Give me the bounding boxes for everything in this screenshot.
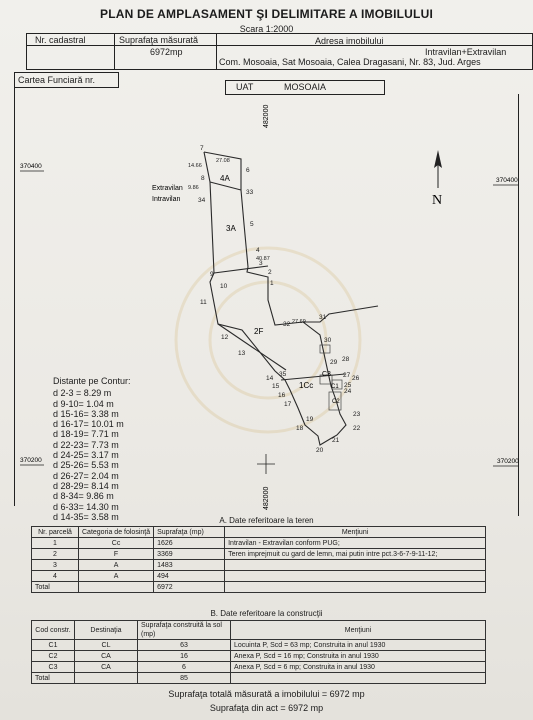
point-3: 3 [259, 260, 263, 267]
suprafata-label: Suprafaţa măsurată [119, 35, 199, 45]
point-27: 27 [343, 372, 351, 379]
table-cell: Cc [79, 538, 154, 549]
table-row [32, 538, 486, 549]
distance-item: d 6-33= 14.30 m [53, 501, 119, 512]
point-8: 8 [201, 175, 205, 182]
table-cell: 2 [32, 549, 79, 560]
point-4: 4 [256, 247, 260, 254]
table-cell: C2 [32, 651, 75, 662]
point-1: 1 [270, 280, 274, 287]
grid-x-bottom: 482000 [263, 486, 270, 510]
parcel-3a: 3A [226, 224, 236, 233]
point-29: 29 [330, 359, 338, 366]
edge-10-35: 40.87 [256, 256, 270, 262]
distance-item: d 26-27= 2.04 m [53, 470, 119, 481]
extravilan-label: Extravilan [152, 185, 183, 192]
header-table [26, 33, 533, 70]
point-19: 19 [306, 416, 314, 423]
distance-item: d 14-35= 3.58 m [53, 511, 119, 522]
table-cell: 494 [154, 571, 225, 582]
adresa-value: Com. Mosoaia, Sat Mosoaia, Calea Dragasani, Nr. 83, Jud. Arges [219, 57, 481, 67]
point-24: 24 [344, 388, 352, 395]
point-25: 25 [344, 382, 352, 389]
parcel-4a: 4A [220, 174, 230, 183]
point-35: 35 [279, 371, 287, 378]
point-22: 22 [353, 425, 361, 432]
table-cell: 6 [138, 662, 231, 673]
table-row [32, 571, 486, 582]
grid-y-left-top: 370400 [20, 163, 42, 170]
distance-item: d 25-26= 5.53 m [53, 460, 119, 471]
header-cell: Suprafaţa (mp) [154, 527, 225, 538]
table-cell [225, 571, 486, 582]
table-cell: Anexa P, Scd = 16 mp; Construita in anul 1930 [231, 651, 486, 662]
table-row [32, 651, 486, 662]
table-cell: 3369 [154, 549, 225, 560]
point-13: 13 [238, 350, 246, 357]
point-28: 28 [342, 356, 350, 363]
table-cell: 63 [138, 640, 231, 651]
header-cell: Destinaţia [75, 621, 138, 640]
point-10: 10 [220, 283, 228, 290]
table-cell: 1 [32, 538, 79, 549]
table-row [32, 640, 486, 651]
distance-item: d 16-17= 10.01 m [53, 419, 124, 430]
table-header-row [32, 527, 486, 538]
distances-title: Distante pe Contur: [53, 376, 131, 386]
point-16: 16 [278, 392, 286, 399]
point-9: 9 [210, 271, 214, 278]
table-cell: A [79, 560, 154, 571]
table-cell: Teren imprejmuit cu gard de lemn, mai putin intre pct.3-6-7-9-11-12; [225, 549, 486, 560]
table-total-row [32, 673, 486, 684]
point-31: 31 [319, 314, 327, 321]
total-label: Total [32, 673, 75, 684]
table-cell: Anexa P, Scd = 6 mp; Construita in anul 1930 [231, 662, 486, 673]
point-18: 18 [296, 425, 304, 432]
table-cell: 1626 [154, 538, 225, 549]
point-34: 34 [198, 197, 206, 204]
point-2: 2 [268, 269, 272, 276]
uat-label: UAT [236, 82, 254, 92]
table-cell: CA [75, 662, 138, 673]
point-15: 15 [272, 383, 280, 390]
table-cell: Intravilan - Extravilan conform PUG; [225, 538, 486, 549]
grid-y-right-top: 370400 [496, 177, 518, 184]
point-7: 7 [200, 145, 204, 152]
construction-c3: C3 [322, 371, 331, 378]
table-cell: C3 [32, 662, 75, 673]
table-cell: C1 [32, 640, 75, 651]
header-cell: Menţiuni [231, 621, 486, 640]
intravilan-label-plan: Intravilan [152, 196, 181, 203]
table-row [32, 560, 486, 571]
grid-x-top: 482000 [263, 104, 270, 128]
total-value: 85 [138, 673, 231, 684]
table-cell: 1483 [154, 560, 225, 571]
distance-item: d 8-34= 9.86 m [53, 491, 114, 502]
table-cell: CA [75, 651, 138, 662]
table-a [31, 526, 486, 593]
distance-item: d 9-10= 1.04 m [53, 398, 114, 409]
table-row [32, 662, 486, 673]
distance-item: d 22-23= 7.73 m [53, 439, 119, 450]
table-cell: 3 [32, 560, 79, 571]
table-cell: 16 [138, 651, 231, 662]
distance-item: d 28-29= 8.14 m [53, 480, 119, 491]
point-labels [198, 145, 361, 454]
point-12: 12 [221, 334, 229, 341]
parcel-2f: 2F [254, 327, 264, 336]
table-row [32, 549, 486, 560]
point-30: 30 [324, 337, 332, 344]
summary-act: Suprafaţa din act = 6972 mp [209, 703, 324, 713]
header-cell: Menţiuni [225, 527, 486, 538]
total-label: Total [32, 582, 79, 593]
distances-panel [53, 376, 131, 522]
edge-9-86: 9.86 [188, 185, 199, 191]
grid-y-left-bottom: 370200 [20, 457, 42, 464]
header-cell: Suprafaţa construită la sol (mp) [138, 621, 231, 640]
scale-label: Scara 1:2000 [239, 24, 294, 34]
north-label: N [432, 193, 443, 208]
table-total-row [32, 582, 486, 593]
suprafata-value: 6972mp [150, 47, 183, 57]
table-header-row [32, 621, 486, 640]
nr-cadastral-label: Nr. cadastral [35, 35, 86, 45]
header-cell: Categoria de folosinţă [79, 527, 154, 538]
point-21: 21 [332, 437, 340, 444]
point-14: 14 [266, 375, 274, 382]
table-cell: 4 [32, 571, 79, 582]
point-11: 11 [200, 299, 207, 306]
total-value: 6972 [154, 582, 225, 593]
point-32: 32 [283, 321, 291, 328]
table-b [31, 620, 486, 684]
table-b-title: B. Date referitoare la construcţii [210, 609, 323, 618]
document-title: PLAN DE AMPLASAMENT ŞI DELIMITARE A IMOBILULUI [100, 7, 433, 21]
summary-measured: Suprafaţa totală măsurată a imobilului = 6972 mp [168, 689, 365, 699]
table-cell: A [79, 571, 154, 582]
table-cell: CL [75, 640, 138, 651]
grid-y-right-bottom: 370200 [497, 458, 519, 465]
distance-item: d 24-25= 3.17 m [53, 450, 119, 461]
point-17: 17 [284, 401, 292, 408]
construction-c1: C1 [331, 384, 339, 390]
north-arrow-icon [434, 150, 442, 188]
table-cell: F [79, 549, 154, 560]
header-cell: Nr. parcelă [32, 527, 79, 538]
distance-item: d 15-16= 3.38 m [53, 408, 119, 419]
point-23: 23 [353, 411, 361, 418]
point-20: 20 [316, 447, 324, 454]
point-6: 6 [246, 167, 250, 174]
point-5: 5 [250, 221, 254, 228]
point-26: 26 [352, 375, 360, 382]
carte-funciara-label: Cartea Funciară nr. [14, 72, 119, 88]
parcel-1cc: 1Cc [299, 381, 314, 390]
edge-27-08: 27.08 [216, 158, 230, 164]
point-33: 33 [246, 189, 254, 196]
table-cell [225, 560, 486, 571]
construction-c2: C2 [332, 399, 340, 405]
intravilan-label: Intravilan+Extravilan [425, 47, 507, 57]
uat-value: MOSOAIA [284, 82, 327, 92]
edge-27-69: 27.69 [292, 319, 306, 325]
distance-item: d 2-3 = 8.29 m [53, 388, 112, 399]
table-a-title: A. Date referitoare la teren [219, 516, 314, 525]
adresa-label: Adresa imobilului [315, 36, 384, 46]
table-cell: Locuinta P, Scd = 63 mp; Construita in anul 1930 [231, 640, 486, 651]
edge-14-66: 14.66 [188, 163, 202, 169]
header-cell: Cod constr. [32, 621, 75, 640]
distance-item: d 18-19= 7.71 m [53, 429, 119, 440]
